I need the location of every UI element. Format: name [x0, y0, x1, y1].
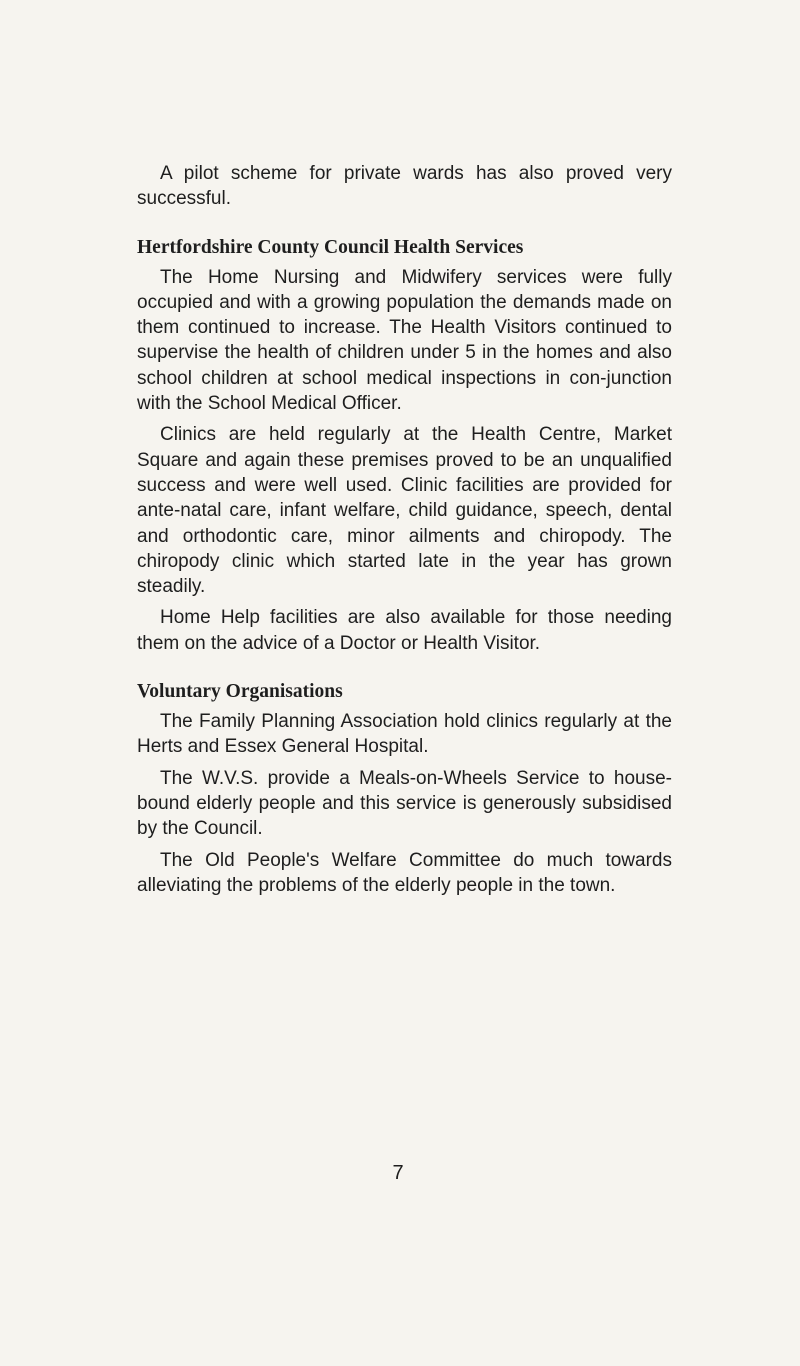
- document-body: [137, 161, 672, 898]
- intro-paragraph: A pilot scheme for private wards has also proved very successful.: [137, 163, 672, 210]
- page-number-text: 7: [392, 1162, 404, 1184]
- section-heading-health-services: Hertfordshire County Council Health Services: [137, 236, 524, 258]
- paragraph-family-planning: The Family Planning Association hold clinics regularly at the Herts and Essex General Hospital.: [137, 711, 672, 758]
- paragraph-old-peoples-welfare: The Old People's Welfare Committee do much towards alleviating the problems of the elderly people in the town.: [137, 849, 672, 896]
- page-number: [0, 1161, 800, 1185]
- paragraph-clinics: Clinics are held regularly at the Health Centre, Market Square and again these premises proved to be an unqualified success and were well used. Clinic facilities are provided for ante-natal care, infant welfare, child guidance, speech, dental and orthodontic care, minor ailments and chiropody. The chiropody clinic which started late in the year has grown steadily.: [137, 424, 672, 598]
- paragraph-home-nursing: The Home Nursing and Midwifery services were fully occupied and with a growing population the demands made on them continued to increase. The Health Visitors continued to supervise the health of children under 5 in the homes and also school children at school medical inspections in con-junction with the School Medical Officer.: [137, 266, 672, 415]
- section-heading-voluntary-organisations: Voluntary Organisations: [137, 681, 343, 703]
- paragraph-wvs: The W.V.S. provide a Meals-on-Wheels Service to house-bound elderly people and this service is generously subsidised by the Council.: [137, 767, 672, 840]
- paragraph-home-help: Home Help facilities are also available for those needing them on the advice of a Doctor or Health Visitor.: [137, 607, 672, 654]
